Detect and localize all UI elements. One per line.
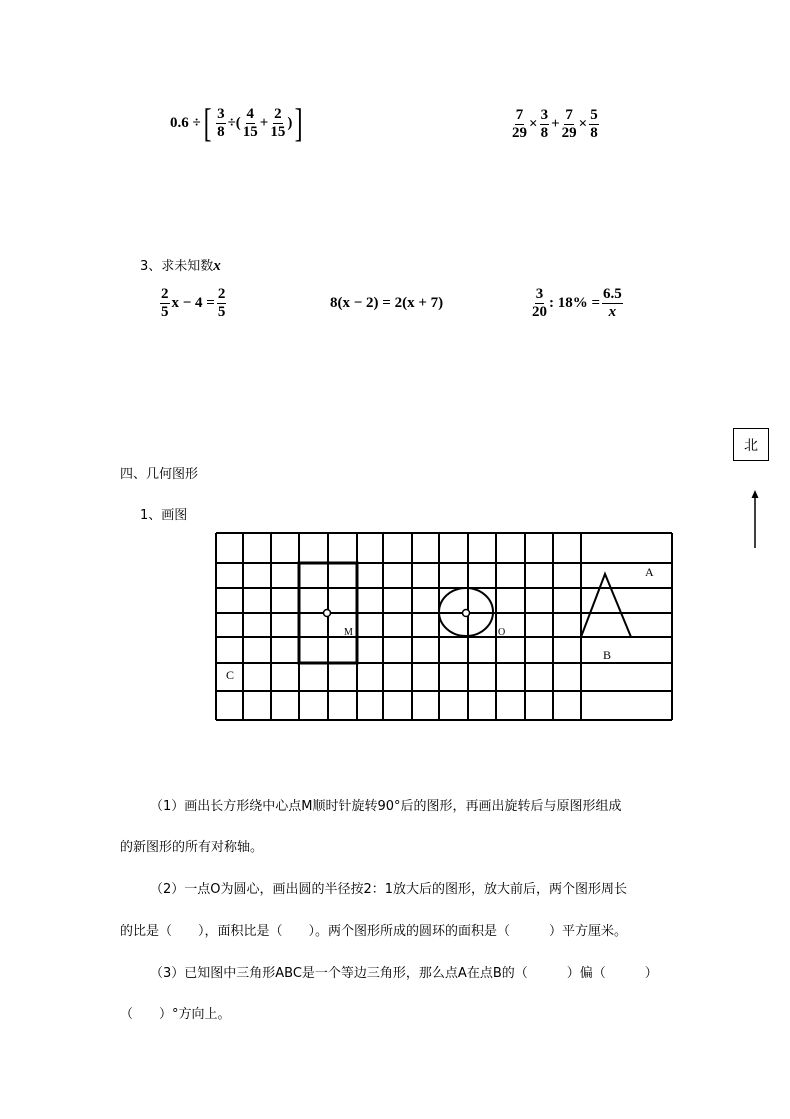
- operator: ÷: [192, 114, 201, 131]
- label-a: A: [645, 565, 654, 579]
- numerator: 2: [274, 105, 282, 122]
- numerator: 7: [515, 107, 524, 123]
- numerator: 7: [565, 107, 573, 123]
- operator: ÷: [227, 114, 236, 131]
- numerator: 3: [535, 286, 544, 302]
- denominator: 8: [540, 125, 549, 141]
- question-2-line-1: （2）一点O为圆心，画出圆的半径按2：1放大后的图形，放大前后，两个图形周长: [150, 882, 628, 897]
- center-point-m: [324, 610, 331, 617]
- question-3-line-2: （ ）°方向上。: [120, 1007, 231, 1022]
- denominator: 20: [532, 304, 547, 320]
- denominator: 8: [590, 125, 598, 141]
- operator: ×: [578, 116, 588, 132]
- numerator: 4: [246, 105, 255, 122]
- bracket-right: ]: [295, 100, 304, 145]
- question-3-line-1: （3）已知图中三角形ABC是一个等边三角形，那么点A在点B的（ ）偏（ ）: [150, 966, 658, 981]
- label-c: C: [226, 668, 235, 682]
- equation-text: : 18% =: [549, 295, 601, 311]
- denominator: 15: [270, 123, 286, 140]
- operator: +: [551, 116, 560, 132]
- denominator: 29: [512, 125, 527, 141]
- numerator: 5: [590, 107, 598, 123]
- denominator: 5: [161, 304, 169, 320]
- numerator: 3: [217, 105, 225, 122]
- question-1-line-1: （1）画出长方形绕中心点M顺时针旋转90°后的图形，再画出旋转后与原图形组成: [150, 799, 622, 814]
- denominator: 15: [242, 123, 258, 140]
- label-o: O: [498, 627, 506, 638]
- north-label: 北: [744, 437, 758, 454]
- equation-text: x − 4 =: [171, 295, 215, 311]
- subsection-drawing: 1、画图: [140, 508, 188, 523]
- triangle-shape: [581, 574, 631, 637]
- denominator: 5: [217, 304, 226, 320]
- operator: ×: [529, 116, 538, 132]
- number: 0.6: [170, 114, 189, 131]
- numerator: 6.5: [603, 286, 622, 302]
- question-1-line-2: 的新图形的所有对称轴。: [120, 840, 264, 855]
- heading-text: 3、求未知数: [140, 259, 214, 274]
- operator: +: [259, 114, 269, 131]
- label-b: B: [603, 648, 612, 662]
- denominator: 29: [561, 125, 577, 141]
- denominator: x: [608, 304, 617, 320]
- denominator: 8: [217, 123, 225, 140]
- numerator: 2: [161, 286, 169, 302]
- bracket-left: [: [203, 100, 212, 145]
- numerator: 3: [540, 107, 549, 123]
- center-point-o: [463, 610, 470, 617]
- label-m: M: [344, 627, 353, 638]
- expression-1: 0.6 ÷ [ $\frac{3}{8}$ ÷ ( $\frac{4}{15}$ + $\frac{2}{15}$ ) ]: [170, 100, 304, 145]
- equation-text: 8(x − 2) = 2(x + 7): [330, 295, 444, 311]
- section-4-heading: 四、几何图形: [120, 467, 199, 482]
- variable: x: [213, 258, 221, 274]
- question-2-line-2: 的比是（ ），面积比是（ ）。两个图形所成的圆环的面积是（ ）平方厘米。: [120, 924, 628, 939]
- numerator: 2: [217, 286, 226, 302]
